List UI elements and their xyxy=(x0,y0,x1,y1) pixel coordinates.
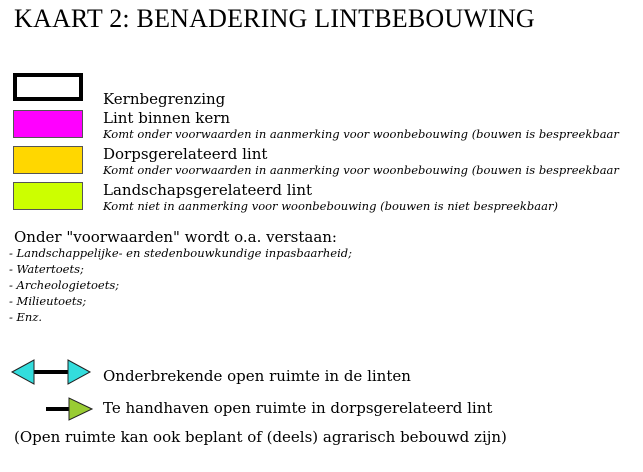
condition-item: - Archeologietoets; xyxy=(9,278,120,292)
condition-item: - Watertoets; xyxy=(9,262,84,276)
dorpsgerelateerd-lint-note: Komt onder voorwaarden in aanmerking voor woonbebouwing (bouwen is bespreekbaar xyxy=(103,163,619,177)
kernbegrenzing-swatch xyxy=(13,73,83,101)
conditions-intro: Onder "voorwaarden" wordt o.a. verstaan: xyxy=(14,228,337,246)
lint-binnen-kern-note: Komt onder voorwaarden in aanmerking voor woonbebouwing (bouwen is bespreekbaar xyxy=(103,127,619,141)
condition-item: - Enz. xyxy=(9,310,43,324)
condition-item: - Landschappelijke- en stedenbouwkundige inpasbaarheid; xyxy=(9,246,353,260)
double-headed-arrow-icon xyxy=(10,357,92,387)
open-space-interruption-label: Onderbrekende open ruimte in de linten xyxy=(103,367,411,385)
map-title: KAART 2: BENADERING LINTBEBOUWING xyxy=(14,4,535,33)
landschapsgerelateerd-lint-note: Komt niet in aanmerking voor woonbebouwing (bouwen is niet bespreekbaar) xyxy=(103,199,558,213)
landschapsgerelateerd-lint-swatch xyxy=(13,182,83,210)
dorpsgerelateerd-lint-swatch xyxy=(13,146,83,174)
kernbegrenzing-label: Kernbegrenzing xyxy=(103,90,226,108)
dorpsgerelateerd-lint-label: Dorpsgerelateerd lint xyxy=(103,145,268,163)
condition-item: - Milieutoets; xyxy=(9,294,87,308)
landschapsgerelateerd-lint-label: Landschapsgerelateerd lint xyxy=(103,181,313,199)
footnote: (Open ruimte kan ook beplant of (deels) agrarisch bebouwd zijn) xyxy=(14,428,507,446)
lint-binnen-kern-label: Lint binnen kern xyxy=(103,109,231,127)
single-headed-arrow-icon xyxy=(44,396,94,422)
open-space-preserve-label: Te handhaven open ruimte in dorpsgerelateerd lint xyxy=(103,399,493,417)
lint-binnen-kern-swatch xyxy=(13,110,83,138)
